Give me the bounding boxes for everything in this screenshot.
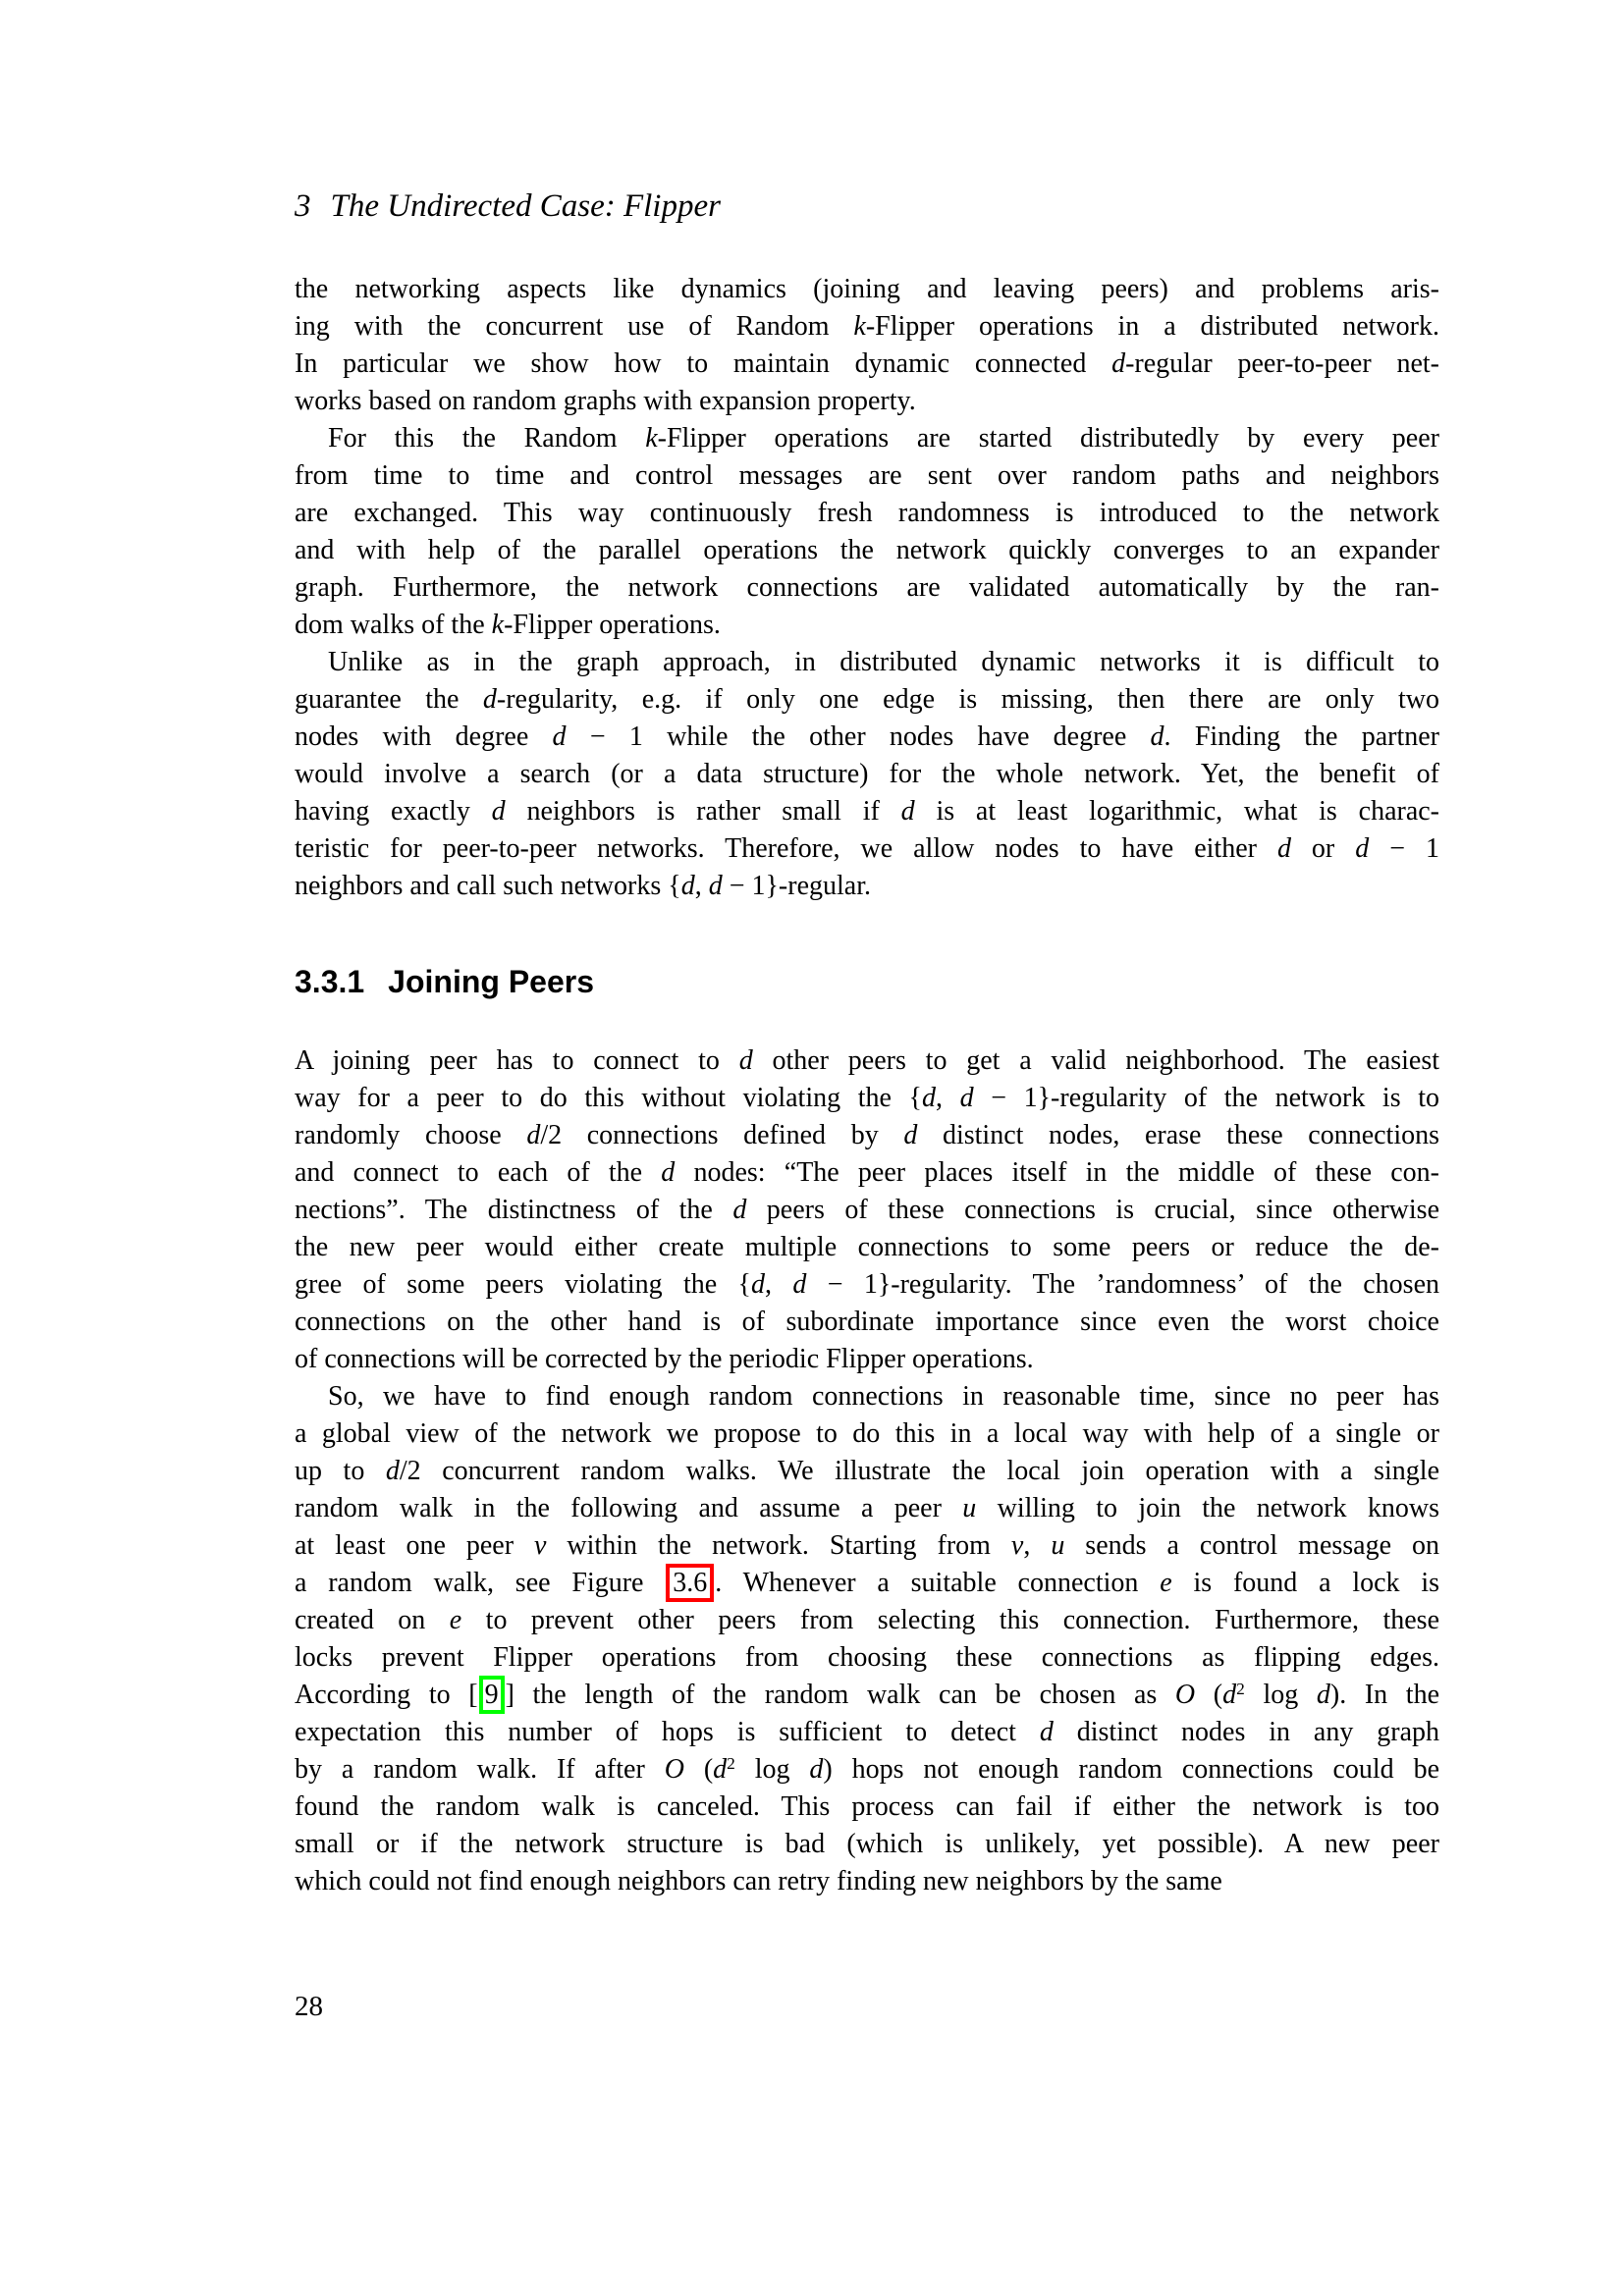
math-variable: e [449,1605,462,1635]
math-variable: d [1111,348,1126,379]
text-line: locks prevent Flipper operations from choosing these connections as flipping edges. [295,1642,1439,1673]
big-o-symbol: O [664,1754,684,1785]
text-line: In particular we show how to maintain dynamic connected d-regular peer-to-peer net- [295,348,1439,379]
superscript: 2 [727,1754,735,1774]
math-variable: e [1160,1568,1172,1598]
figure-reference-link[interactable]: 3.6 [666,1564,714,1602]
paragraph [295,1042,1439,1378]
text-line: guarantee the d-regularity, e.g. if only one edge is missing, then there are only two [295,684,1440,715]
text-line: neighbors and call such networks {d, d − 1}-regular. [295,871,871,901]
math-variable: d [661,1157,676,1188]
math-variable: d [809,1754,824,1785]
paragraph [295,644,1439,905]
text-line: random walk in the following and assume a peer u willing to join the network knows [295,1493,1439,1523]
math-variable: k [645,423,658,454]
math-variable: d [921,1083,936,1113]
text-line: created on e to prevent other peers from selecting this connection. Furthermore, these [295,1605,1439,1635]
math-variable: v [534,1530,547,1561]
text-line: way for a peer to do this without violating the {d, d − 1}-regularity of the network is to [295,1083,1439,1113]
citation-link[interactable]: 9 [479,1676,505,1714]
text-line: graph. Furthermore, the network connections are validated automatically by the ran- [295,572,1439,603]
math-variable: d [713,1754,728,1785]
text-line: the new peer would either create multiple connections to some peers or reduce the de- [295,1232,1439,1262]
math-variable: d [708,871,723,901]
text-line: works based on random graphs with expansion property. [295,386,916,416]
text-line: of connections will be corrected by the periodic Flipper operations. [295,1344,1034,1374]
math-variable: d [1039,1717,1054,1747]
math-variable: d [680,871,695,901]
text-line: which could not find enough neighbors can retry finding new neighbors by the same [295,1866,1222,1896]
text-line: nodes with degree d − 1 while the other nodes have degree d. Finding the partner [295,721,1439,752]
text-line: are exchanged. This way continuously fresh randomness is introduced to the network [295,498,1439,528]
math-variable: d [792,1269,807,1300]
text-line: According to [ 9 ] the length of the random walk can be chosen as O ($d^2$ log d). In the [295,1677,1439,1714]
math-variable: k [853,311,866,342]
text-line: connections on the other hand is of subordinate importance since even the worst choice [295,1307,1439,1337]
math-variable: d [1355,833,1370,864]
math-variable: d [900,796,915,827]
math-variable: d [1316,1680,1330,1710]
text-line: up to d/2 concurrent random walks. We illustrate the local join operation with a single [295,1456,1440,1486]
document-content [295,271,1439,1900]
text-line: a random walk, see Figure 3.6 . Whenever a suitable connection e is found a lock is [295,1565,1439,1602]
text-line: found the random walk is canceled. This process can fail if either the network is too [295,1791,1439,1822]
text-line: from time to time and control messages are sent over random paths and neighbors [295,460,1439,491]
text-line: expectation this number of hops is sufficient to detect d distinct nodes in any graph [295,1717,1439,1747]
text-line: randomly choose d/2 connections defined by d distinct nodes, erase these connections [295,1120,1440,1150]
math-variable: d [750,1269,765,1300]
math-variable: d [738,1045,753,1076]
text-line: For this the Random k-Flipper operations are started distributedly by every peer [328,423,1439,454]
math-variable: d [552,721,567,752]
page-number: 28 [295,1991,323,2022]
text-line: a global view of the network we propose to do this in a local way with help of a single or [295,1418,1439,1449]
text-line: at least one peer v within the network. Starting from v, u sends a control message on [295,1530,1440,1561]
math-variable: d [1276,833,1291,864]
math-variable: u [1051,1530,1065,1561]
text-line: having exactly d neighbors is rather small if d is at least logarithmic, what is charac- [295,796,1439,827]
section-title: Joining Peers [388,964,595,999]
text-line: ing with the concurrent use of Random k-Flipper operations in a distributed network. [295,311,1439,342]
text-line: the networking aspects like dynamics (joining and leaving peers) and problems aris- [295,274,1439,304]
section-heading [295,962,1439,1001]
math-variable: k [491,610,505,640]
math-variable: d [903,1120,918,1150]
section-number: 3.3.1 [295,964,365,999]
math-variable: d [1150,721,1164,752]
math-variable: d [732,1195,747,1225]
text-line: teristic for peer-to-peer networks. Therefore, we allow nodes to have either d or d − 1 [295,833,1440,864]
big-o-symbol: O [1174,1680,1196,1710]
text-line: would involve a search (or a data structure) for the whole network. Yet, the benefit of [295,759,1439,789]
chapter-number: 3 [295,188,311,224]
chapter-title: The Undirected Case: Flipper [330,188,721,224]
text-line: small or if the network structure is bad (which is unlikely, yet possible). A new peer [295,1829,1439,1859]
math-variable: u [962,1493,977,1523]
text-line: by a random walk. If after O ($d^2$ log d) hops not enough random connections could be [295,1754,1439,1785]
math-variable: v [1010,1530,1024,1561]
text-line: Unlike as in the graph approach, in distributed dynamic networks it is difficult to [328,647,1439,677]
text-line: and connect to each of the d nodes: “The peer places itself in the middle of these con- [295,1157,1440,1188]
math-variable: d [491,796,506,827]
paragraph [295,420,1439,644]
math-variable: d [526,1120,541,1150]
math-variable: d [1222,1680,1237,1710]
text-line: dom walks of the k-Flipper operations. [295,610,721,640]
math-variable: d [385,1456,400,1486]
text-line: nections”. The distinctness of the d peers of these connections is crucial, since otherwise [295,1195,1439,1225]
text-line: So, we have to find enough random connections in reasonable time, since no peer has [328,1381,1439,1412]
text-line: A joining peer has to connect to d other peers to get a valid neighborhood. The easiest [295,1045,1440,1076]
math-variable: d [959,1083,974,1113]
paragraph [295,1378,1439,1900]
math-variable: d [482,684,497,715]
superscript: 2 [1236,1680,1245,1699]
running-header [295,187,721,226]
text-line: gree of some peers violating the {d, d − 1}-regularity. The ’randomness’ of the chosen [295,1269,1440,1300]
paragraph [295,271,1439,420]
text-line: and with help of the parallel operations the network quickly converges to an expander [295,535,1439,565]
